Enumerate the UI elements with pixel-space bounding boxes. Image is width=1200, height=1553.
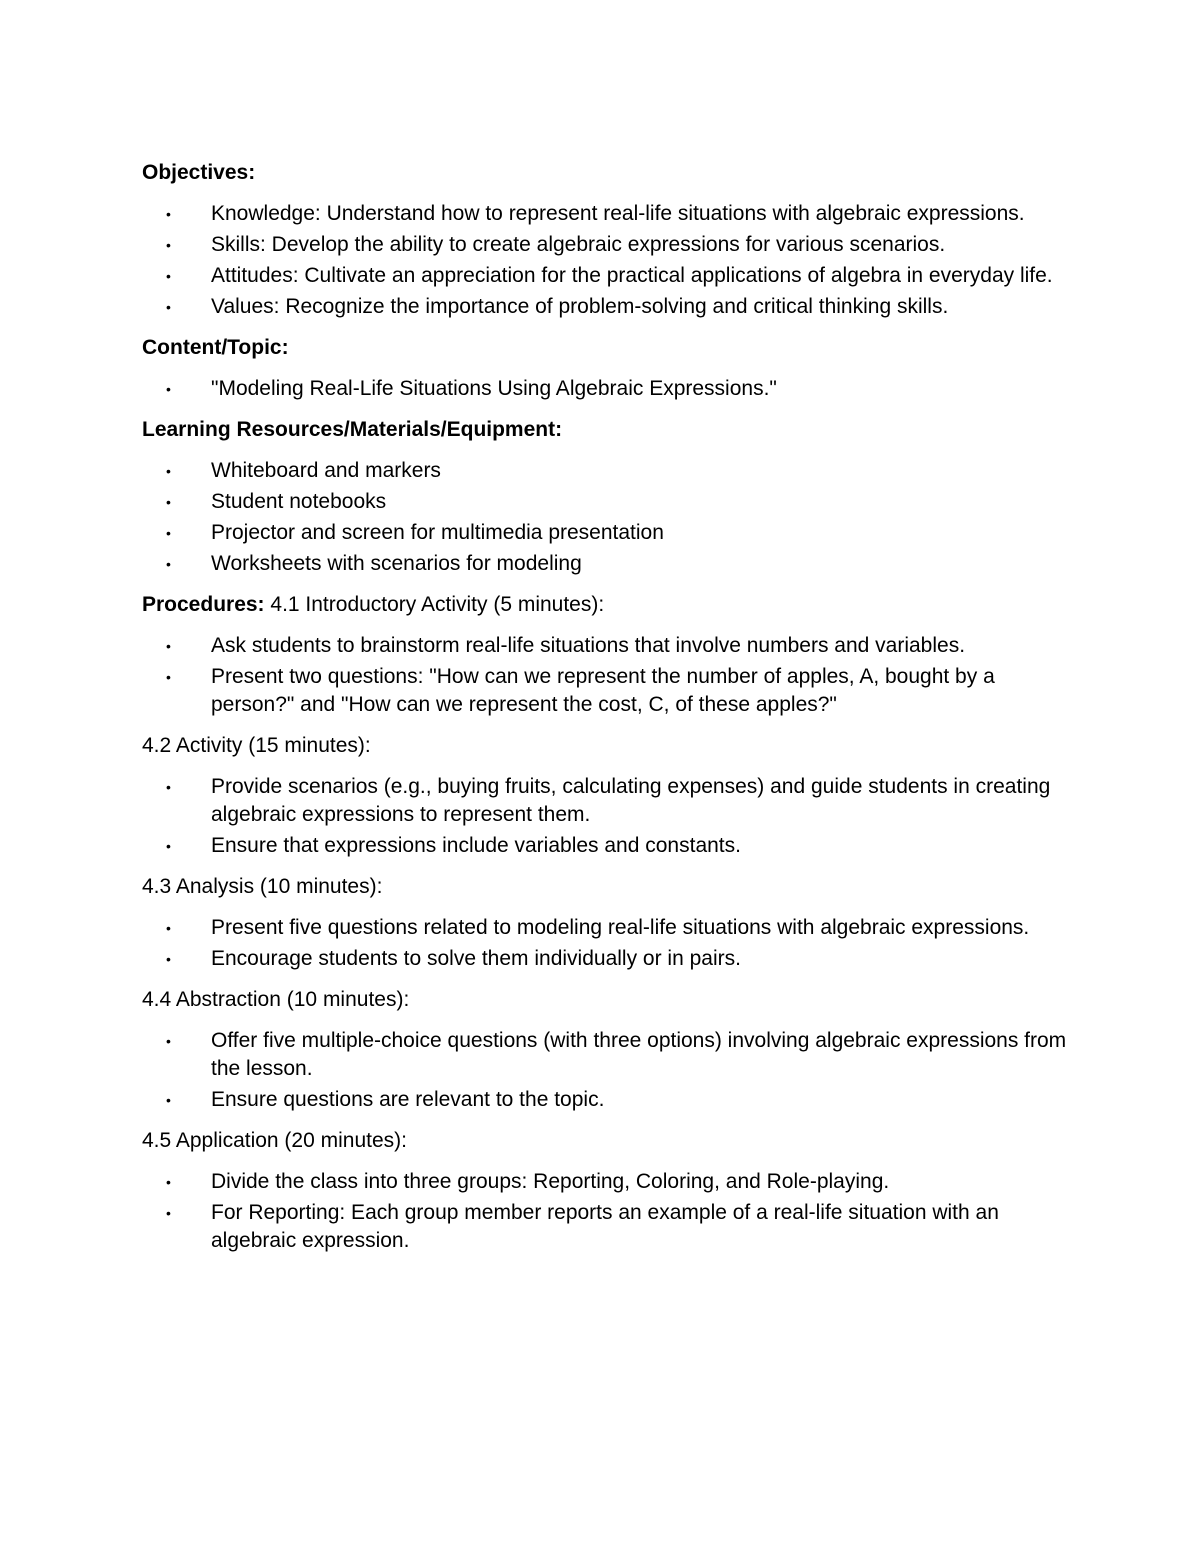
content-heading: Content/Topic: (142, 336, 289, 359)
bullet-icon: • (166, 494, 171, 510)
content-list (142, 375, 1072, 403)
list-item: • Ensure questions are relevant to the topic. (142, 1086, 1072, 1114)
intro-activity-list (142, 632, 1072, 719)
bullet-icon: • (166, 1174, 171, 1190)
application-list (142, 1168, 1072, 1255)
list-item: • Attitudes: Cultivate an appreciation for the practical applications of algebra in everyday life. (142, 262, 1072, 290)
list-item: • Encourage students to solve them individually or in pairs. (142, 945, 1072, 973)
bullet-icon: • (166, 381, 171, 397)
bullet-icon: • (166, 299, 171, 315)
list-item: • Ask students to brainstorm real-life situations that involve numbers and variables. (142, 632, 1072, 660)
bullet-icon: • (166, 237, 171, 253)
procedures-heading (142, 590, 1072, 620)
list-item: • Knowledge: Understand how to represent real-life situations with algebraic expressions. (142, 200, 1072, 228)
list-item: • Whiteboard and markers (142, 457, 1072, 485)
list-item: • Offer five multiple-choice questions (with three options) involving algebraic expressions from the lesson. (166, 1029, 1067, 1080)
procedures-label: Procedures: (142, 593, 265, 616)
bullet-icon: • (166, 638, 171, 654)
list-item: • For Reporting: Each group member reports an example of a real-life situation with an algebraic expression. (166, 1201, 999, 1252)
list-item: • "Modeling Real-Life Situations Using Algebraic Expressions." (142, 375, 1072, 403)
list-item: • Values: Recognize the importance of problem-solving and critical thinking skills. (142, 293, 1072, 321)
bullet-icon: • (166, 669, 171, 685)
application-title: 4.5 Application (20 minutes): (142, 1129, 407, 1152)
document-page (142, 158, 1072, 1267)
analysis-title: 4.3 Analysis (10 minutes): (142, 875, 383, 898)
analysis-list (142, 914, 1072, 973)
intro-activity-title: 4.1 Introductory Activity (5 minutes): (270, 593, 605, 616)
bullet-icon: • (166, 779, 171, 795)
list-item: • Projector and screen for multimedia presentation (142, 519, 1072, 547)
abstraction-title: 4.4 Abstraction (10 minutes): (142, 988, 410, 1011)
objectives-list (142, 200, 1072, 321)
list-item: • Student notebooks (142, 488, 1072, 516)
objectives-heading: Objectives: (142, 161, 256, 184)
bullet-icon: • (166, 920, 171, 936)
list-item: • Worksheets with scenarios for modeling (142, 550, 1072, 578)
bullet-icon: • (166, 525, 171, 541)
resources-list (142, 457, 1072, 578)
list-item: • Ensure that expressions include variables and constants. (142, 832, 1072, 860)
activity-list (142, 773, 1072, 860)
list-item: • Provide scenarios (e.g., buying fruits, calculating expenses) and guide students in creating algebraic expressions to represent them. (166, 775, 1051, 826)
bullet-icon: • (166, 838, 171, 854)
bullet-icon: • (166, 556, 171, 572)
resources-heading: Learning Resources/Materials/Equipment: (142, 418, 563, 441)
bullet-icon: • (166, 1205, 171, 1221)
bullet-icon: • (166, 463, 171, 479)
list-item: • Divide the class into three groups: Reporting, Coloring, and Role-playing. (142, 1168, 1072, 1196)
bullet-icon: • (166, 1092, 171, 1108)
abstraction-list (142, 1027, 1072, 1114)
bullet-icon: • (166, 951, 171, 967)
list-item: • Skills: Develop the ability to create algebraic expressions for various scenarios. (142, 231, 1072, 259)
list-item: • Present two questions: "How can we represent the number of apples, A, bought by a person?" and "How can we represent the cost, C, of these apples?" (166, 665, 995, 716)
activity-title: 4.2 Activity (15 minutes): (142, 734, 371, 757)
bullet-icon: • (166, 1033, 171, 1049)
bullet-icon: • (166, 268, 171, 284)
bullet-icon: • (166, 206, 171, 222)
list-item: • Present five questions related to modeling real-life situations with algebraic expressions. (142, 914, 1072, 942)
